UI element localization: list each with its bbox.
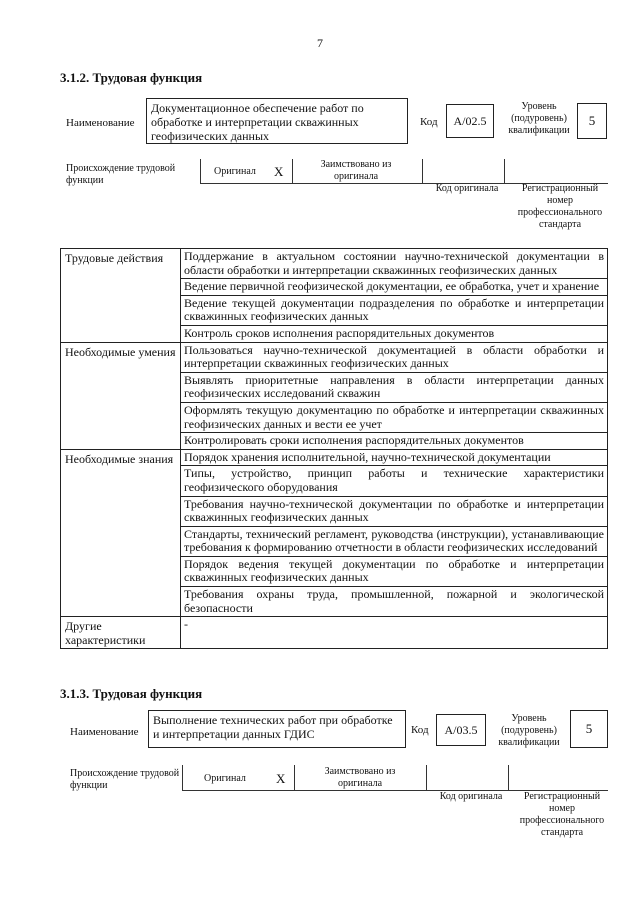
item-cell: Ведение текущей документации подразделения по обработке и интерпретации скважинных геофизических данных <box>181 295 608 325</box>
origin-divider <box>422 159 423 183</box>
level-value-box: 5 <box>577 103 607 139</box>
borrowed-label: Заимствовано из оригинала <box>320 159 392 182</box>
item-cell: Типы, устройство, принцип работы и технические характеристики геофизического оборудования <box>181 466 608 496</box>
borrowed-label: Заимствовано из оригинала <box>324 766 396 789</box>
item-cell: Порядок ведения текущей документации по обработке и интерпретации скважинных геофизических данных <box>181 556 608 586</box>
item-cell: Пользоваться научно-технической документацией в области обработки и интерпретации скважинных геофизических данных <box>181 342 608 372</box>
origin-row <box>200 157 608 184</box>
origin-label: Происхождение трудовой функции <box>70 768 180 791</box>
origin-divider <box>292 159 293 183</box>
page-number: 7 <box>317 36 323 50</box>
function-name-box: Выполнение технических работ при обработке и интерпретации данных ГДИС <box>148 710 406 748</box>
code-original-label: Код оригинала <box>439 791 503 802</box>
item-cell: Требования охраны труда, промышленной, пожарной и экологической безопасности <box>181 587 608 617</box>
item-cell: Оформлять текущую документацию по обработке и интерпретации скважинных геофизических данных и вести ее учет <box>181 402 608 432</box>
origin-divider <box>294 765 295 790</box>
item-cell: - <box>181 617 608 649</box>
origin-divider <box>200 159 201 183</box>
code-value-box: A/02.5 <box>446 104 494 138</box>
level-label: Уровень (подуровень) квалификации <box>508 101 570 136</box>
section-title: 3.1.2. Трудовая функция <box>60 70 203 85</box>
section-title: 3.1.3. Трудовая функция <box>60 686 203 701</box>
item-cell: Стандарты, технический регламент, руководства (инструкции), устанавливающие требования к формированию отчетности в области геофизических исследований <box>181 526 608 556</box>
origin-divider <box>508 765 509 790</box>
origin-label: Происхождение трудовой функции <box>66 163 176 186</box>
item-cell: Требования научно-технической документации по обработке и интерпретации скважинных геофизических данных <box>181 496 608 526</box>
reg-number-label: Регистрационный номер профессионального стандарта <box>519 791 605 838</box>
origin-divider <box>504 159 505 183</box>
original-mark: X <box>274 164 284 179</box>
origin-underline <box>200 183 292 184</box>
origin-row <box>182 763 608 791</box>
code-original-label: Код оригинала <box>435 183 499 194</box>
table-row <box>61 342 608 372</box>
function-name-box: Документационное обеспечение работ по обработке и интерпретации скважинных геофизических данных <box>146 98 408 144</box>
item-cell: Поддержание в актуальном состоянии научно-технической документации в области обработки и интерпретации скважинных геофизических данных <box>181 249 608 279</box>
category-cell: Трудовые действия <box>61 249 181 343</box>
item-cell: Выявлять приоритетные направления в области интерпретации данных геофизических исследований скважин <box>181 372 608 402</box>
level-label: Уровень (подуровень) квалификации <box>498 713 560 748</box>
original-mark: X <box>276 771 286 786</box>
item-cell: Порядок хранения исполнительной, научно-технической документации <box>181 449 608 466</box>
item-cell: Ведение первичной геофизической документации, ее обработка, учет и хранение <box>181 279 608 296</box>
function-details-table <box>60 248 608 649</box>
item-cell: Контролировать сроки исполнения распорядительных документов <box>181 433 608 450</box>
category-cell: Необходимые умения <box>61 342 181 449</box>
origin-divider <box>426 765 427 790</box>
table-row <box>61 617 608 649</box>
table-row <box>61 249 608 279</box>
code-label: Код <box>420 116 438 128</box>
original-label: Оригинал <box>214 166 256 177</box>
origin-divider <box>182 765 183 790</box>
code-value-box: A/03.5 <box>436 714 486 746</box>
level-value-box: 5 <box>570 710 608 748</box>
category-cell: Необходимые знания <box>61 449 181 617</box>
original-label: Оригинал <box>204 773 246 784</box>
table-row <box>61 449 608 466</box>
reg-number-label: Регистрационный номер профессионального стандарта <box>517 183 603 230</box>
category-cell: Другие характеристики <box>61 617 181 649</box>
name-label: Наименование <box>70 726 139 738</box>
item-cell: Контроль сроков исполнения распорядительных документов <box>181 325 608 342</box>
name-label: Наименование <box>66 117 135 129</box>
code-label: Код <box>411 724 429 736</box>
